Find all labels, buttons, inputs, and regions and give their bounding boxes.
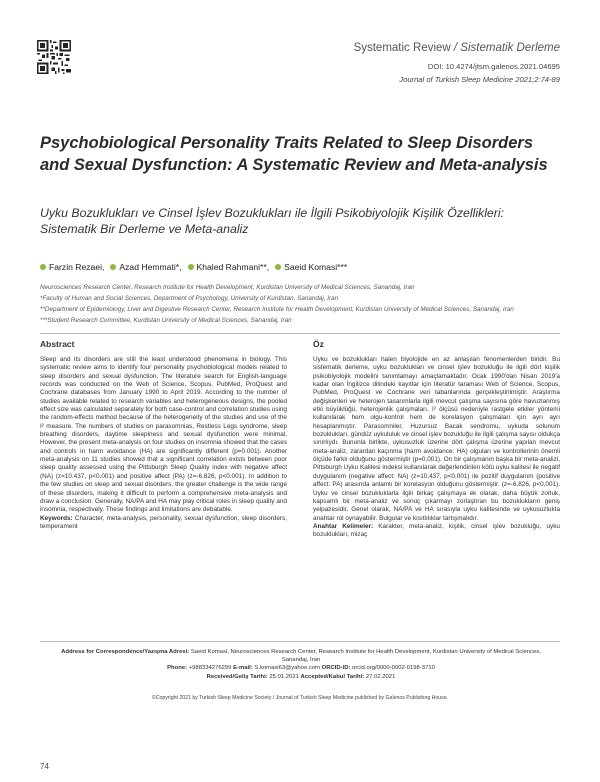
author bbox=[275, 262, 347, 272]
anahtar-kelimeler: Karakter, meta-analiz, kişilik, cinsel işlev bozukluğu, uyku bozuklukları, mizaç bbox=[313, 522, 560, 539]
divider bbox=[40, 641, 560, 642]
title-turkish: Uyku Bozuklukları ve Cinsel İşlev Bozuklukları ile İlgili Psikobiyolojik Kişilik Özellikleri: Sistematik Bir Derleme ve Meta-analiz bbox=[40, 206, 505, 236]
author-name: Farzin Rezaei, bbox=[49, 262, 105, 272]
accepted-label: Accepted/Kabul Tarihi: bbox=[300, 673, 365, 680]
author-name: Saeid Komasi*** bbox=[284, 262, 348, 272]
received-label: Received/Geliş Tarihi: bbox=[206, 673, 268, 680]
oz-heading: Öz bbox=[313, 339, 324, 349]
article-type-tr: Sistematik Derleme bbox=[460, 42, 560, 54]
phone-label: Phone: bbox=[167, 665, 188, 672]
keywords-label: Keywords: bbox=[40, 514, 73, 522]
email-label: E-mail: bbox=[233, 665, 253, 672]
anahtar-kelimeler-label: Anahtar Kelimeler: bbox=[313, 522, 374, 530]
email-link[interactable]: S.komasi63@yahoo.com bbox=[254, 665, 320, 672]
address-label: Address for Correspondence/Yazışma Adresi: bbox=[61, 649, 190, 655]
article-type-separator: / bbox=[450, 42, 461, 54]
title-english: Psychobiological Personality Traits Related to Sleep Disorders and Sexual Dysfunction: A Systematic Review and Meta-analysis bbox=[40, 134, 548, 174]
correspondence bbox=[56, 648, 546, 681]
affiliation: **Department of Epidemiology, Liver and Digestive Research Center, Research Institute for Health Development, Kurdistan University of Medical Sciences, Sanandaj, Iran bbox=[40, 306, 514, 313]
author-name: Azad Hemmati*, bbox=[119, 262, 182, 272]
copyright: ©Copyright 2021 by Turkish Sleep Medicine Society / Journal of Turkish Sleep Medicine published by Galenos Publishing House. bbox=[151, 695, 449, 701]
author bbox=[188, 262, 270, 272]
article-type bbox=[354, 42, 560, 54]
author bbox=[40, 262, 104, 272]
abstract-body bbox=[40, 356, 287, 531]
affiliation: Neurosciences Research Center, Research Institute for Health Development, Kurdistan University of Medical Sciences, Sanandaj, Iran bbox=[40, 284, 415, 291]
oz-text: Uyku ve bozuklukları halen biyolojide en az anlaşılan fenomenlerden biridir. Bu sistematik derleme, uyku bozuklukları ve cinsel işlev bozukluğu ile ilgili dört kişilik psikobiyolojik modelini tanımlamayı amaçlamaktadır. Ocak 1990'dan Nisan 2019'a kadar olan İngilizce dilindeki kayıtlar için literatür taraması Web of Science, Scopus, PubMed, ProQuest ve Cochrane veri tabanlarında gerçekleştirilmiştir. Araştırma değişkenleri ve heterojen tasarımlarla ilgili mevcut çalışma sayısına göre havuzlanmış etki büyüklüğü, heterojenlik çalışmaları, I² ölçüsü nedeniyle rastgele etkiler yöntemi kullanılarak hem olgu-kontrol hem de korelasyon çalışmaları için ayrı ayrı hesaplanmıştır. Parasomniler, Huzursuz Bacak sendromu, uykuda solunum bozuklukları, gündüz uykululuk ve cinsel işlev bozukluğu ile ilgili çalışma sayısı oldukça sınırlıydı. Bununla birlikte, uykusuzluk üzerine dört çalışma üzerine yapılan mevcut meta-analiz, zarardan kaçınma (harm avoidance: HA) olguları ve kontrollerinin önemli ölçüde farklı olduğunu göstermiştir (p=0,001). On bir çalışmanın başka bir meta-analizi, Pittsburgh Uyku Kalitesi indeksi kullanılarak değerlendirilen kötü uyku kalitesi ile negatif duygulanım (negative affect: NA) (z=10,437, p<0,001) ile pozitif duygulanım (positive affect: PA) arasında anlamlı bir korelasyon olduğunu göstermiştir. (z=-6,826, p<0,001). Uyku ve cinsel bozukluklarla ilgili birkaç çalışmaya ek olarak, daha büyük zorluk, kapsamlı bir meta-analiz ve sonuç çıkarmayı zorlaştıran bu bozuklukların geniş yelpazesidir. Genel olarak, NA/PA ve HA sırasıyla uyku kalitesinde ve uykusuzlukta anahtar rol oynayabilir. Bulgular ve kısıtlılıklar tartışmalıdır. bbox=[313, 356, 560, 522]
orcid-link[interactable]: orcid.org/0000-0002-0198-3710 bbox=[352, 665, 435, 672]
author bbox=[110, 262, 181, 272]
author-list bbox=[40, 262, 347, 272]
abstract-heading: Abstract bbox=[40, 339, 75, 349]
orcid-icon[interactable] bbox=[110, 264, 116, 270]
keywords: Character, meta-analysis, personality, sexual dysfunction, sleep disorders, temperament bbox=[40, 514, 287, 530]
accepted-date: 27.02.2021 bbox=[365, 673, 396, 680]
orcid-icon[interactable] bbox=[275, 264, 281, 270]
orcid-icon[interactable] bbox=[40, 264, 46, 270]
orcid-icon[interactable] bbox=[188, 264, 194, 270]
affiliations bbox=[40, 283, 560, 327]
phone: +988334276299 bbox=[188, 665, 232, 672]
article-type-en: Systematic Review bbox=[353, 42, 451, 54]
page-number: 74 bbox=[40, 762, 49, 771]
qr-code-icon bbox=[37, 40, 71, 74]
journal-citation: Journal of Turkish Sleep Medicine 2021;2:74-89 bbox=[399, 75, 560, 84]
doi: DOI: 10.4274/jtsm.galenos.2021.04695 bbox=[427, 62, 560, 71]
abstract-text: Sleep and its disorders are still the least understood phenomena in biology. This systematic review aims to identify four personality psychobiological models related to sleep disorders and sexual dysfunction. The literature search for English-language records was conducted on the Web of Science, Scopus, PubMed, ProQuest and Cochrane databases from January 1990 to April 2019. According to the number of studies available related to research variables and heterogeneous designs, the pooled effect size was calculated separately for both case-control and correlation studies using the random-effects method because of the heterogeneity of the studies and use of the I² measure. The numbers of studies on parasomnias, Restless Legs syndrome, sleep breathing disorders, daytime sleepiness and sexual dysfunction were minimal. However, the present meta-analysis on four studies on insomnia showed that the cases and controls in harm avoidance (HA) are significantly different (p=0.001). Another meta-analysis on 11 studies showed that a significant correlation exists between poor sleep quality assessed using the Pittsburgh Sleep Quality index with negative affect (NA) (z=10.437, p<0.001) and positive affect (PA) (z=-6.826, p<0.001). In addition to the few studies on sleep and sexual disorders, the greater challenge is the wide range of these disorders, making it difficult to perform a comprehensive meta-analysis and draw a conclusion. Generally, NA/PA and HA may play critical roles in sleep quality and insomnia, respectively. These findings and limitations are debatable. bbox=[40, 356, 287, 514]
affiliation: ***Student Research Committee, Kurdistan University of Medical Sciences, Sanandaj, Iran bbox=[40, 317, 292, 324]
address: Saeid Komasi, Neurosciences Research Center, Research Institute for Health Development, Kurdistan University of Medical Sciences, Sanandaj, Iran bbox=[190, 649, 541, 664]
author-name: Khaled Rahmani**, bbox=[196, 262, 270, 272]
oz-body bbox=[313, 356, 560, 540]
divider bbox=[40, 333, 560, 334]
affiliation: *Faculty of Human and Social Sciences, Department of Psychology, University of Kurdistan, Sanandaj, Iran bbox=[40, 295, 339, 302]
received-date: 25.01.2021 bbox=[269, 673, 299, 680]
orcid-label: ORCID-ID: bbox=[321, 665, 351, 672]
